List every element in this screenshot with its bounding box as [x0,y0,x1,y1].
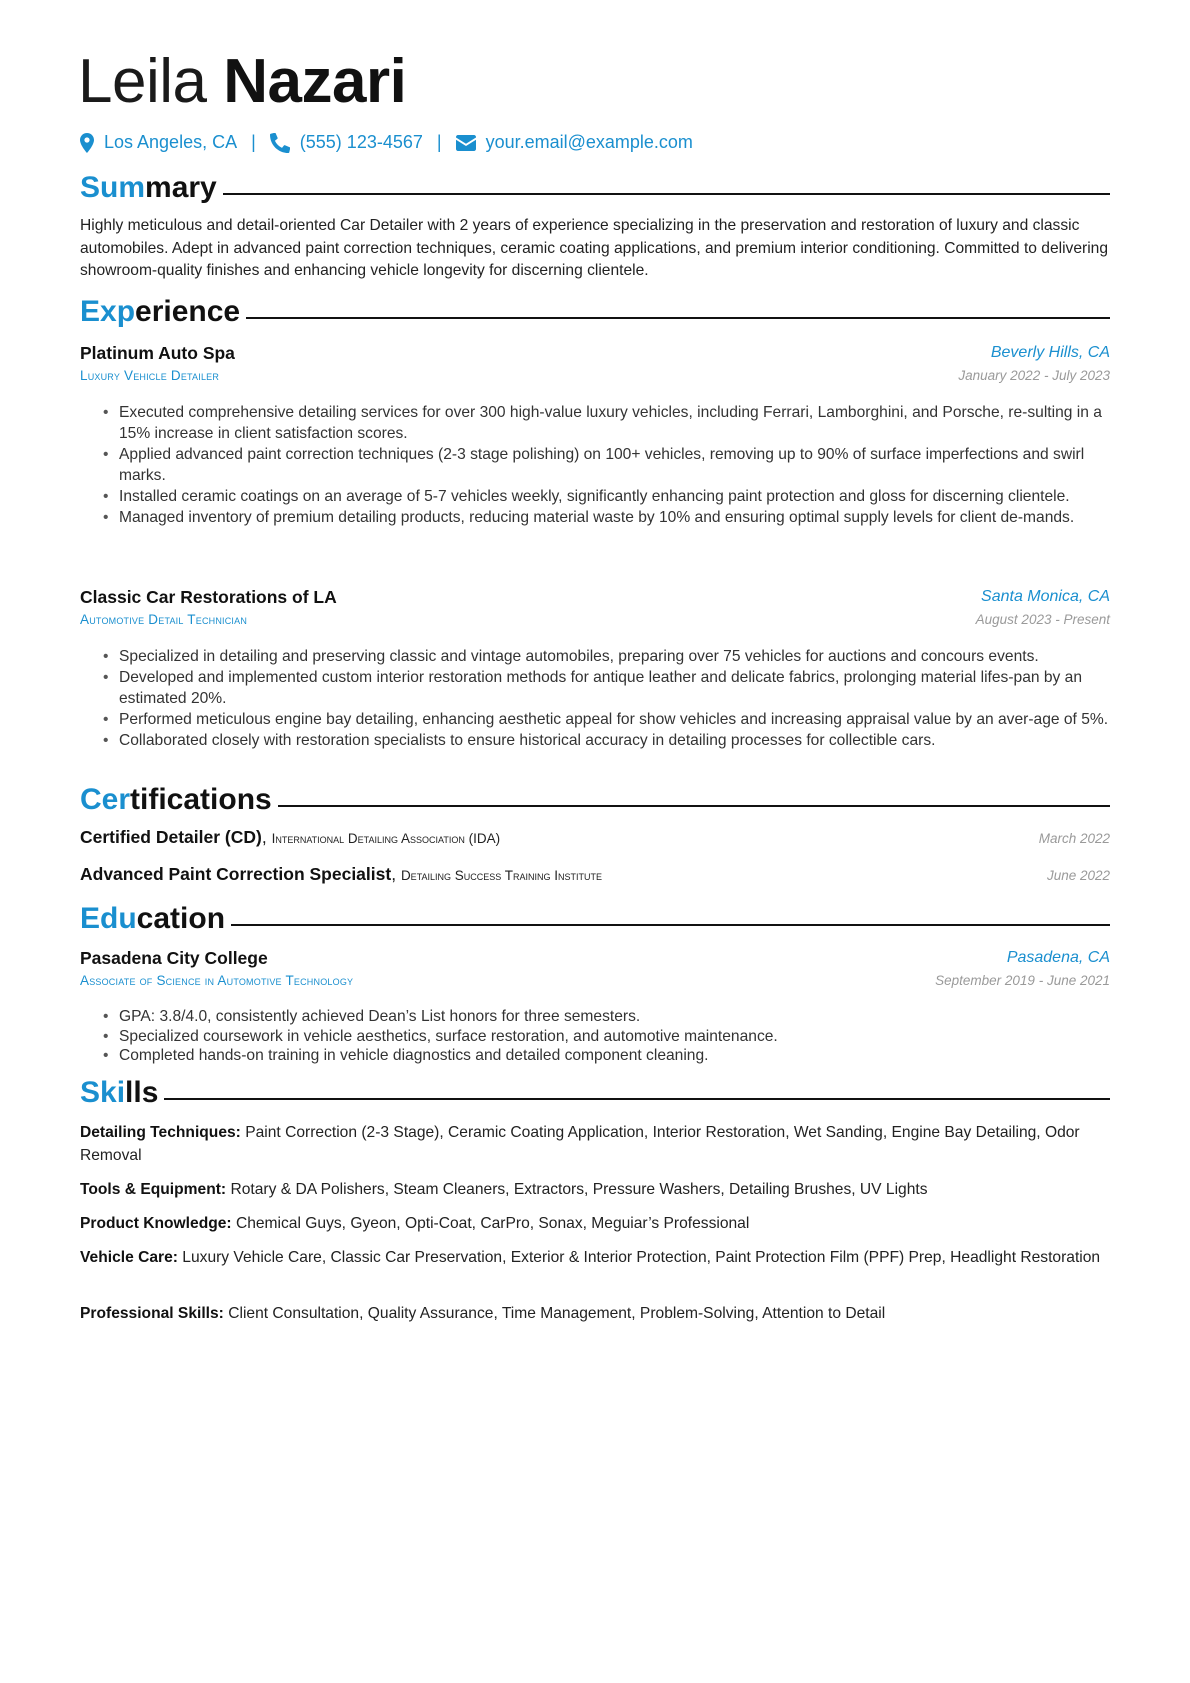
candidate-name [78,38,406,126]
list-item: • Specialized in detailing and preserving classic and vintage automobiles, preparing over 75 vehicles for auctions and concours events. [80,646,1110,667]
list-item: • Completed hands-on training in vehicle diagnostics and detailed component cleaning. [80,1046,1110,1066]
cert-name: Advanced Paint Correction Specialist [80,864,392,884]
job-dates: August 2023 - Present [975,612,1110,627]
education-bullets [80,1007,1110,1066]
skill-label: Tools & Equipment: [80,1181,227,1198]
degree: Associate of Science in Automotive Technology [80,973,354,988]
list-item: • Managed inventory of premium detailing products, reducing material waste by 10% and ensuring optimal supply levels for client de-mands. [80,507,1110,528]
summary-heading [80,170,1110,206]
skills-rule [164,1098,1110,1100]
certifications-rule [278,805,1110,807]
first-name: Leila [78,47,207,116]
experience-heading-accent: Exp [80,295,136,328]
list-item: • Applied advanced paint correction techniques (2-3 stage polishing) on 100+ vehicles, removing up to 90% of surface imperfections and swirl marks. [80,444,1110,486]
job-dates: January 2022 - July 2023 [958,368,1110,383]
skill-label: Product Knowledge: [80,1215,232,1232]
envelope-icon [456,135,476,151]
job-entry [80,341,1110,387]
list-item: • Collaborated closely with restoration specialists to ensure historical accuracy in detailing processes for collectible cars. [80,730,1110,751]
list-item: • Executed comprehensive detailing services for over 300 high-value luxury vehicles, including Ferrari, Lamborghini, and Porsche, re-sulting in a 15% increase in client satisfaction scores. [80,402,1110,444]
skills-heading [80,1075,1110,1111]
education-heading [80,901,1110,937]
map-pin-icon [80,133,94,153]
phone-text: (555) 123-4567 [299,132,423,152]
skill-row [80,1179,1110,1202]
skill-value: Chemical Guys, Gyeon, Opti-Coat, CarPro, Sonax, Meguiar’s Professional [235,1215,750,1232]
job-org: Classic Car Restorations of LA [80,587,337,607]
skill-row [80,1122,1110,1167]
job-role: Luxury Vehicle Detailer [80,368,220,383]
skill-value: Rotary & DA Polishers, Steam Cleaners, Extractors, Pressure Washers, Detailing Brushes, UV Lights [230,1181,928,1198]
job-role: Automotive Detail Technician [80,612,248,627]
list-item: • GPA: 3.8/4.0, consistently achieved Dean’s List honors for three semesters. [80,1007,1110,1027]
job-location: Santa Monica, CA [981,588,1110,605]
experience-heading-rest: erience [135,295,241,328]
email-item[interactable] [456,132,693,153]
job-bullets [80,646,1110,751]
job-bullets [80,402,1110,528]
summary-rule [223,193,1110,195]
cert-issuer: Detailing Success Training Institute [400,868,603,883]
school-name: Pasadena City College [80,948,268,968]
job-org: Platinum Auto Spa [80,343,235,363]
certifications-heading-accent: Cer [80,783,131,816]
certifications-heading-rest: tifications [130,783,272,816]
certifications-heading [80,782,1110,818]
skill-label: Professional Skills: [80,1305,224,1322]
experience-heading [80,294,1110,330]
school-location: Pasadena, CA [1006,949,1110,966]
education-heading-rest: cation [136,902,226,935]
experience-rule [246,317,1110,319]
location-item [80,132,237,153]
skill-row [80,1303,1110,1326]
cert-issuer: International Detailing Association (IDA) [271,831,501,846]
education-heading-accent: Edu [80,902,137,935]
location-text: Los Angeles, CA [104,132,238,152]
certification-item: Certified Detailer (CD), International Detailing Association (IDA) March 2022 [80,827,1110,847]
job-location: Beverly Hills, CA [990,344,1110,361]
list-item: • Specialized coursework in vehicle aesthetics, surface restoration, and automotive maintenance. [80,1027,1110,1047]
certification-item: Advanced Paint Correction Specialist, Detailing Success Training Institute June 2022 [80,864,1110,884]
list-item: • Developed and implemented custom interior restoration methods for antique leather and delicate fabrics, prolonging material lifes-pan by an estimated 20%. [80,667,1110,709]
contact-separator: | [436,132,442,152]
summary-heading-accent: Sum [80,171,146,204]
phone-item[interactable] [270,132,423,153]
job-entry [80,585,1110,631]
skill-row [80,1213,1110,1236]
summary-text: Highly meticulous and detail-oriented Car Detailer with 2 years of experience specializing in the preservation and restoration of luxury and classic automobiles. Adept in advanced paint correction techniques, ceramic coating applications, and premium interior conditioning. Committed to delivering showroom-quality finishes and enhancing vehicle longevity for discerning clientele. [80,217,1109,279]
last-name: Nazari [223,47,407,116]
skills-heading-rest: lls [125,1076,159,1109]
summary-heading-rest: mary [145,171,217,204]
list-item: • Performed meticulous engine bay detailing, enhancing aesthetic appeal for show vehicles and increasing appraisal value by an aver-age of 5%. [80,709,1110,730]
skill-value: Luxury Vehicle Care, Classic Car Preservation, Exterior & Interior Protection, Paint Protection Film (PPF) Prep, Headlight Restoration [182,1249,1101,1266]
cert-date: June 2022 [1046,868,1110,883]
skill-row [80,1247,1110,1270]
skill-value: Paint Correction (2-3 Stage), Ceramic Coating Application, Interior Restoration, Wet Sanding, Engine Bay Detailing, Odor Removal [80,1124,1080,1164]
skill-label: Detailing Techniques: [80,1124,241,1141]
education-rule [231,924,1110,926]
skills-heading-accent: Ski [80,1076,126,1109]
skill-value: Client Consultation, Quality Assurance, Time Management, Problem-Solving, Attention to Detail [228,1305,886,1322]
education-dates: September 2019 - June 2021 [935,973,1110,988]
cert-date: March 2022 [1038,831,1110,846]
contact-separator: | [251,132,256,152]
list-item: • Installed ceramic coatings on an average of 5-7 vehicles weekly, significantly enhancing paint protection and gloss for discerning clientele. [80,486,1110,507]
cert-name: Certified Detailer (CD) [80,827,262,847]
email-link[interactable]: your.email@example.com [485,132,693,152]
phone-icon [270,133,290,153]
education-entry [80,946,1110,992]
skill-label: Vehicle Care: [80,1249,178,1266]
contact-line [80,132,693,153]
